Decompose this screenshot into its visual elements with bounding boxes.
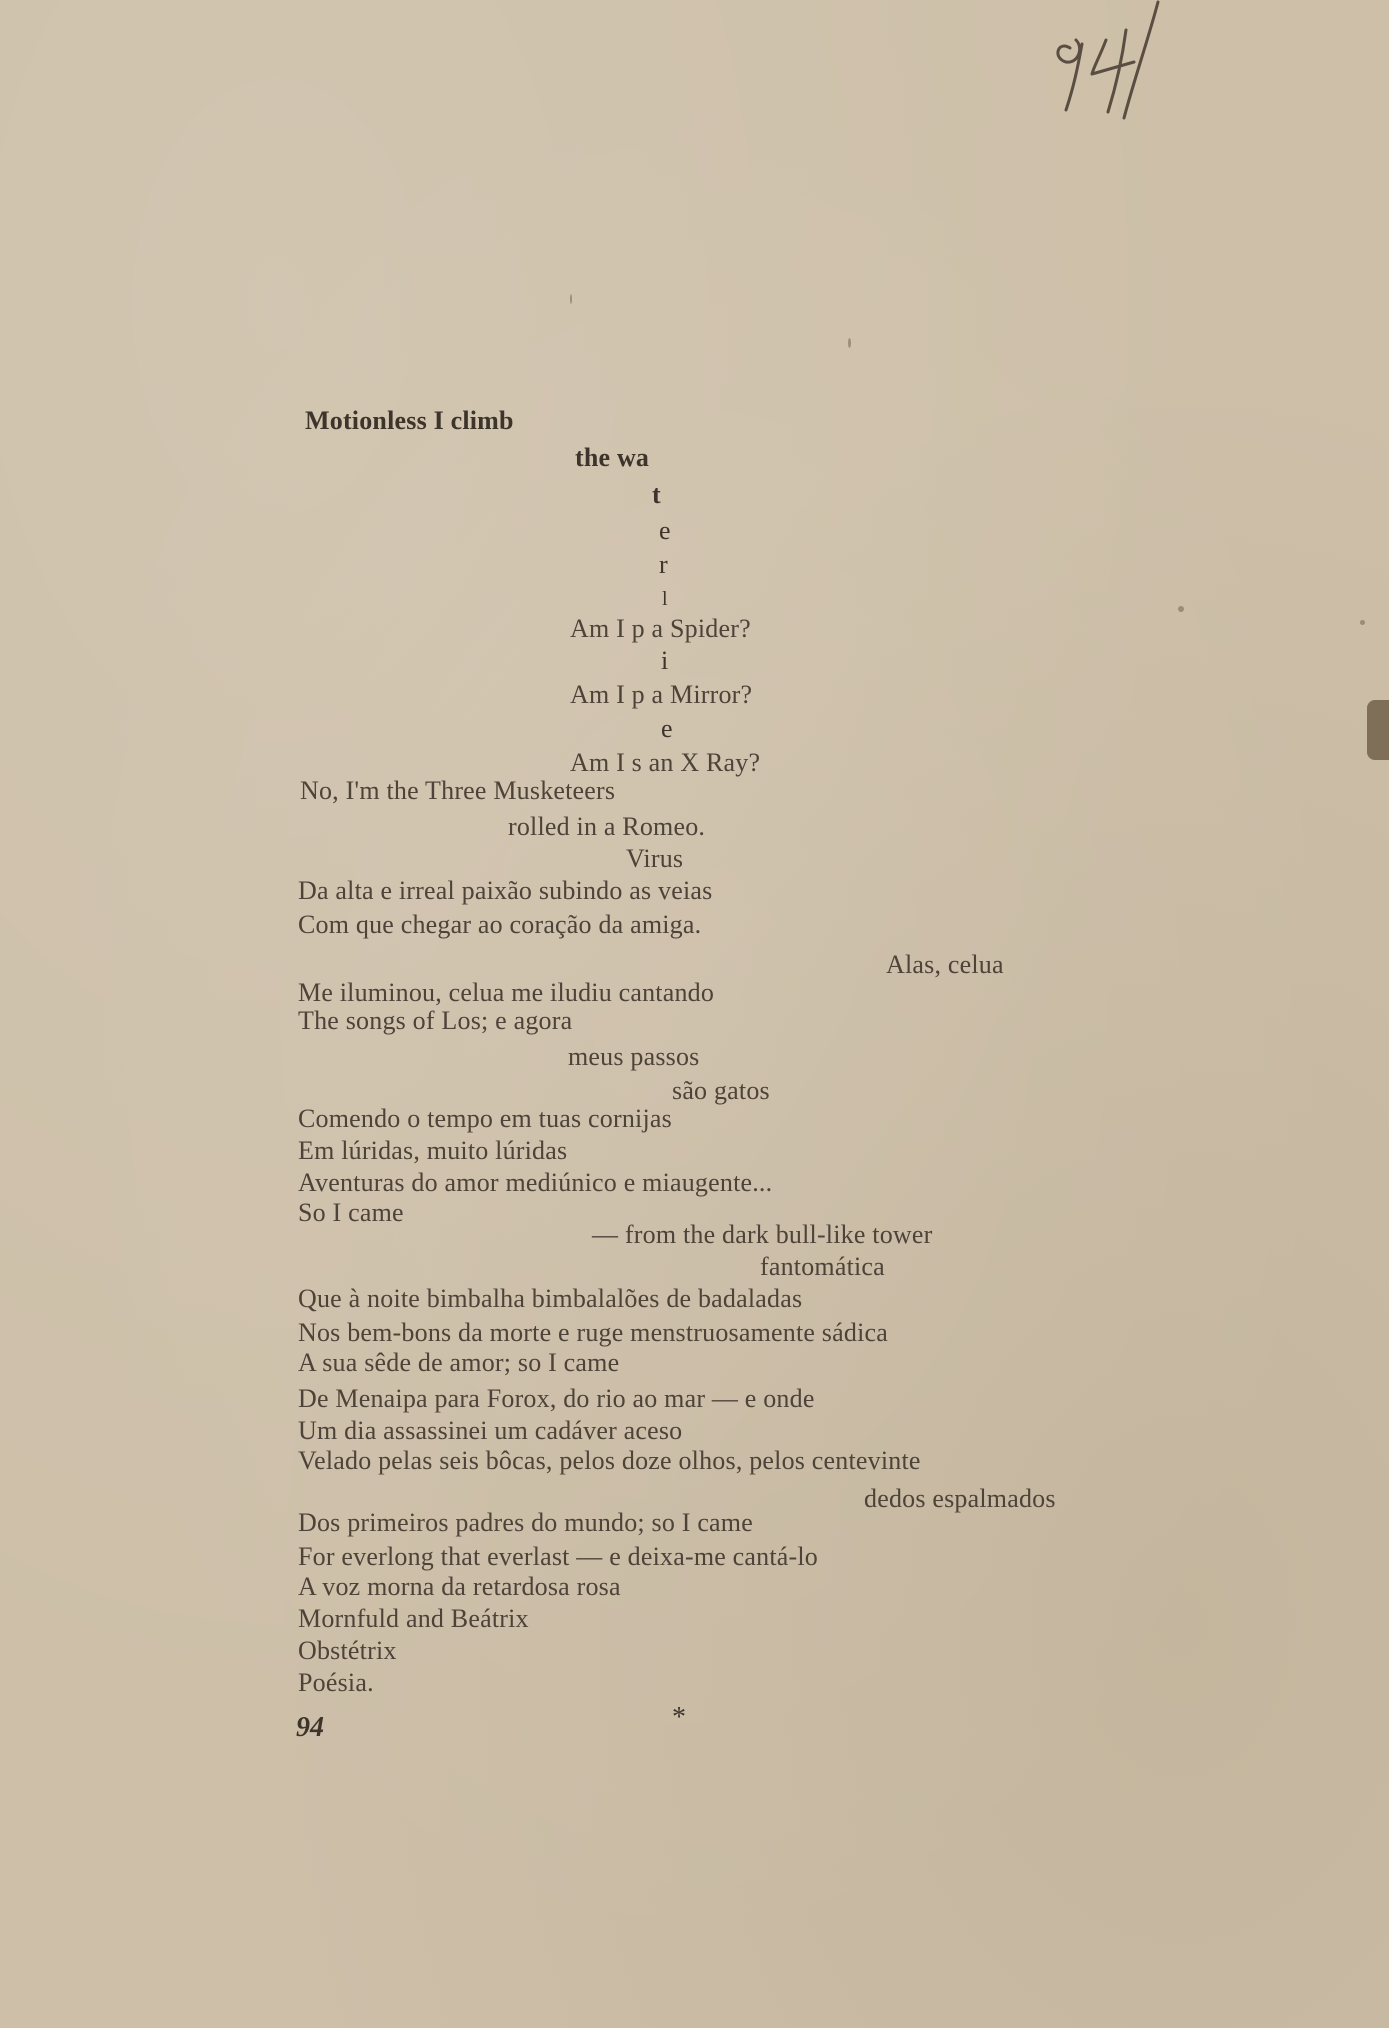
poem-line: Me iluminou, celua me iludiu cantando: [298, 978, 715, 1007]
poem-line: A sua sêde de amor; so I came: [298, 1348, 620, 1377]
poem-line: Am I p a Mirror?: [570, 680, 753, 709]
poem-line: Virus: [626, 844, 684, 873]
poem-line: Poésia.: [298, 1668, 374, 1697]
poem-line: Velado pelas seis bôcas, pelos doze olhos, pelos centevinte: [298, 1446, 921, 1475]
poem-line: Que à noite bimbalha bimbalalões de badaladas: [298, 1284, 803, 1313]
page-number: 94: [296, 1712, 324, 1743]
ornament-asterisk: *: [672, 1702, 686, 1733]
poem-line: So I came: [298, 1198, 404, 1227]
poem-line: dedos espalmados: [864, 1484, 1056, 1513]
poem-line: De Menaipa para Forox, do rio ao mar — e onde: [298, 1384, 815, 1413]
poem-line: Mornfuld and Beátrix: [298, 1604, 529, 1633]
poem-vertical-letter: r: [659, 550, 668, 579]
poem-line: Um dia assassinei um cadáver aceso: [298, 1416, 683, 1445]
paper-speck: [1360, 620, 1365, 625]
paper-speck: [570, 294, 572, 304]
poem-line: fantomática: [760, 1252, 885, 1281]
poem-line: Da alta e irreal paixão subindo as veias: [298, 876, 713, 905]
poem-line: A voz morna da retardosa rosa: [298, 1572, 621, 1601]
poem-line: Com que chegar ao coração da amiga.: [298, 910, 702, 939]
poem-line: rolled in a Romeo.: [508, 812, 706, 841]
poem-line: Am I p a Spider?: [570, 614, 751, 643]
poem-line: Am I s an X Ray?: [570, 748, 761, 777]
poem-line: Obstétrix: [298, 1636, 397, 1665]
poem-line: — from the dark bull-like tower: [592, 1220, 933, 1249]
poem-line: são gatos: [672, 1076, 770, 1105]
poem-line: the wa: [575, 443, 650, 472]
poem-line: Dos primeiros padres do mundo; so I came: [298, 1508, 753, 1537]
poem-line: Em lúridas, muito lúridas: [298, 1136, 568, 1165]
poem-line: Alas, celua: [886, 950, 1004, 979]
poem-vertical-letter: l: [662, 588, 668, 610]
paper-speck: [848, 338, 851, 348]
poem-line: meus passos: [568, 1042, 700, 1071]
edge-stain: [1367, 700, 1389, 760]
poem-vertical-letter: i: [661, 646, 669, 675]
poem-line: No, I'm the Three Musketeers: [300, 776, 616, 805]
poem-line: For everlong that everlast — e deixa-me cantá-lo: [298, 1542, 819, 1571]
poem-vertical-letter: e: [661, 714, 673, 743]
handwritten-folio-number: [1030, 0, 1190, 130]
poem-line: The songs of Los; e agora: [298, 1006, 573, 1035]
poem-line: Comendo o tempo em tuas cornijas: [298, 1104, 672, 1133]
poem-line: Nos bem-bons da morte e ruge menstruosamente sádica: [298, 1318, 888, 1347]
poem-vertical-letter: e: [659, 516, 671, 545]
poem-line: Motionless I climb: [305, 406, 514, 435]
poem-line: Aventuras do amor mediúnico e miaugente...: [298, 1168, 773, 1197]
paper-speck: [1178, 606, 1184, 612]
poem-vertical-letter: t: [652, 480, 661, 509]
